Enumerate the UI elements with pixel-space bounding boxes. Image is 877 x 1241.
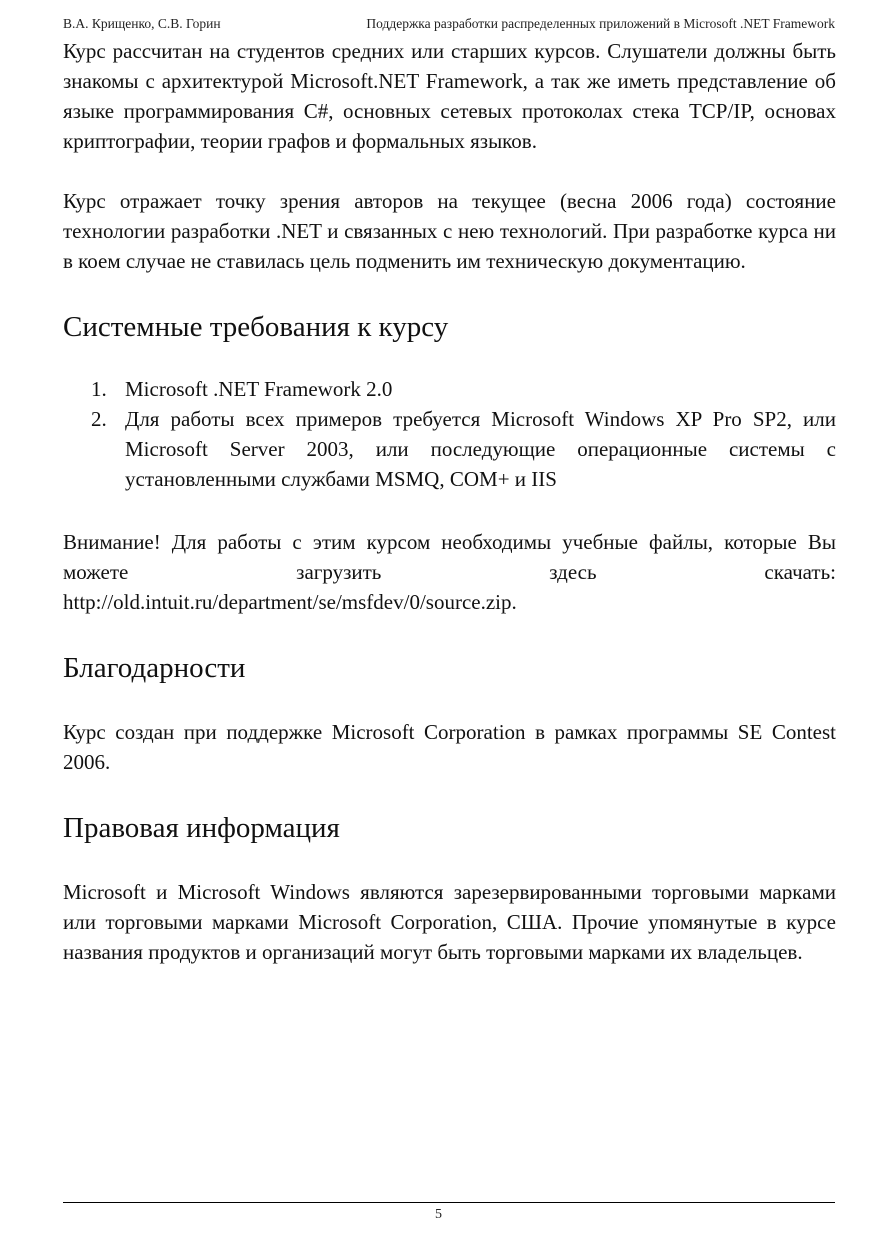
- requirements-list: [63, 374, 836, 494]
- running-header: [63, 14, 835, 34]
- thanks-paragraph: Курс создан при поддержке Microsoft Corporation в рамках программы SE Contest 2006.: [63, 720, 836, 774]
- source-files-link[interactable]: http://old.intuit.ru/department/se/msfdev/0/source.zip.: [63, 590, 517, 614]
- page-number: 5: [435, 1207, 442, 1222]
- notice-paragraph: Внимание! Для работы с этим курсом необходимы учебные файлы, которые Вы можете загрузить здесь скачать:: [63, 530, 836, 584]
- page-content: [63, 36, 836, 967]
- list-item-number: 2.: [91, 407, 107, 431]
- list-item-number: 1.: [91, 377, 107, 401]
- header-title: Поддержка разработки распределенных приложений в Microsoft .NET Framework: [366, 16, 835, 31]
- list-item: [63, 374, 836, 404]
- section-heading-requirements: Системные требования к курсу: [63, 311, 449, 343]
- list-item-text: Microsoft .NET Framework 2.0: [125, 377, 393, 401]
- header-authors: В.А. Крищенко, С.В. Горин: [63, 16, 221, 31]
- section-heading-legal: Правовая информация: [63, 812, 340, 844]
- intro-paragraph-audience: Курс рассчитан на студентов средних или старших курсов. Слушатели должны быть знакомы с архитектурой Microsoft.NET Framework, а так же иметь представление об языке программирования C#, основных сетевых протоколах стека TCP/IP, основах криптографии, теории графов и формальных языков.: [63, 39, 836, 153]
- legal-paragraph: Microsoft и Microsoft Windows являются зарезервированными торговыми марками или торговыми марками Microsoft Corporation, США. Прочие упомянутые в курсе названия продуктов и организаций могут быть торговыми марками их владельцев.: [63, 880, 836, 964]
- section-heading-thanks: Благодарности: [63, 652, 246, 684]
- intro-paragraph-scope: Курс отражает точку зрения авторов на текущее (весна 2006 года) состояние технологии разработки .NET и связанных с нею технологий. При разработке курса ни в коем случае не ставилась цель подменить им техническую документацию.: [63, 189, 836, 273]
- footer-divider: [63, 1202, 835, 1203]
- list-item-text: Для работы всех примеров требуется Microsoft Windows XP Pro SP2, или Microsoft Server 2003, или последующие операционные системы с установленными службами MSMQ, COM+ и IIS: [125, 407, 836, 491]
- list-item: [63, 404, 836, 494]
